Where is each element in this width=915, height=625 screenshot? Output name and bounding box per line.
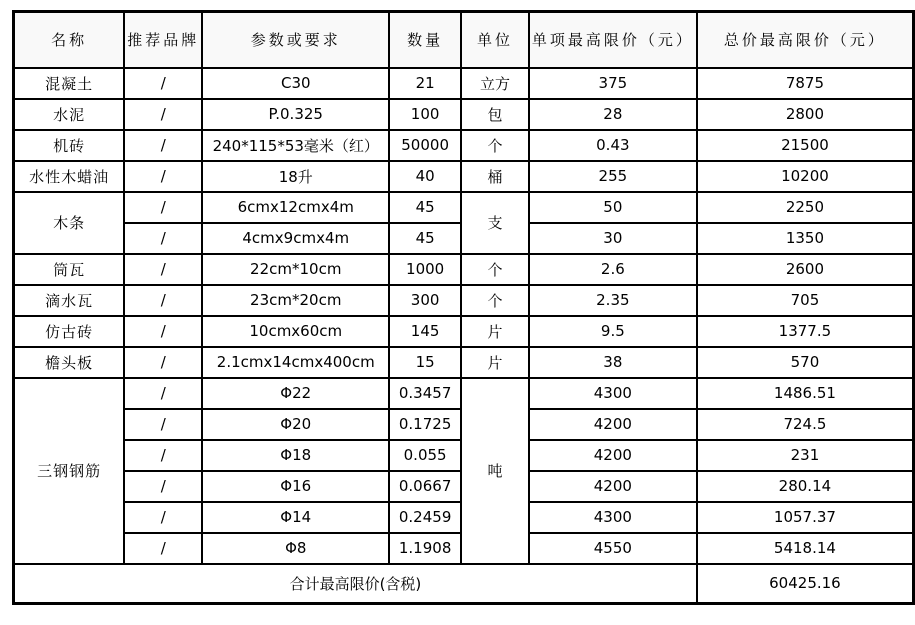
spec-cell: 240*115*53毫米（红） bbox=[202, 130, 389, 161]
qty-cell: 45 bbox=[389, 192, 461, 223]
total-price-cell: 724.5 bbox=[697, 409, 914, 440]
brand-cell: / bbox=[124, 533, 202, 564]
table-row bbox=[14, 192, 914, 223]
total-price-cell: 60425.16 bbox=[697, 564, 914, 604]
qty-cell: 45 bbox=[389, 223, 461, 254]
unit-price-cell: 4200 bbox=[529, 440, 697, 471]
unit-cell: 吨 bbox=[461, 378, 529, 564]
total-price-cell: 7875 bbox=[697, 68, 914, 99]
qty-cell: 1.1908 bbox=[389, 533, 461, 564]
unit-cell: 包 bbox=[461, 99, 529, 130]
header-unit-price: 单项最高限价（元） bbox=[529, 12, 697, 68]
unit-price-cell: 50 bbox=[529, 192, 697, 223]
header-unit: 单位 bbox=[461, 12, 529, 68]
total-label-cell: 合计最高限价(含税) bbox=[14, 564, 697, 604]
name-cell: 混凝土 bbox=[14, 68, 125, 99]
name-cell: 筒瓦 bbox=[14, 254, 125, 285]
total-price-cell: 280.14 bbox=[697, 471, 914, 502]
table-header bbox=[14, 12, 914, 68]
name-cell: 水性木蜡油 bbox=[14, 161, 125, 192]
header-spec: 参数或要求 bbox=[202, 12, 389, 68]
spec-cell: Φ16 bbox=[202, 471, 389, 502]
unit-price-cell: 255 bbox=[529, 161, 697, 192]
unit-cell: 个 bbox=[461, 285, 529, 316]
qty-cell: 40 bbox=[389, 161, 461, 192]
qty-cell: 0.1725 bbox=[389, 409, 461, 440]
header-name: 名称 bbox=[14, 12, 125, 68]
spec-cell: C30 bbox=[202, 68, 389, 99]
spec-cell: 18升 bbox=[202, 161, 389, 192]
spec-cell: Φ14 bbox=[202, 502, 389, 533]
header-brand: 推荐品牌 bbox=[124, 12, 202, 68]
brand-cell: / bbox=[124, 130, 202, 161]
total-price-cell: 231 bbox=[697, 440, 914, 471]
header-row bbox=[14, 12, 914, 68]
header-qty: 数量 bbox=[389, 12, 461, 68]
spec-cell: Φ8 bbox=[202, 533, 389, 564]
unit-cell: 片 bbox=[461, 347, 529, 378]
brand-cell: / bbox=[124, 192, 202, 223]
total-price-cell: 10200 bbox=[697, 161, 914, 192]
total-price-cell: 2600 bbox=[697, 254, 914, 285]
brand-cell: / bbox=[124, 68, 202, 99]
total-price-cell: 1377.5 bbox=[697, 316, 914, 347]
unit-price-cell: 4200 bbox=[529, 471, 697, 502]
brand-cell: / bbox=[124, 161, 202, 192]
price-limit-table bbox=[12, 10, 915, 605]
unit-price-cell: 2.35 bbox=[529, 285, 697, 316]
total-price-cell: 2800 bbox=[697, 99, 914, 130]
table-row bbox=[14, 378, 914, 409]
qty-cell: 1000 bbox=[389, 254, 461, 285]
unit-price-cell: 4300 bbox=[529, 378, 697, 409]
table-row bbox=[14, 68, 914, 99]
spec-cell: Φ18 bbox=[202, 440, 389, 471]
qty-cell: 21 bbox=[389, 68, 461, 99]
total-price-cell: 1057.37 bbox=[697, 502, 914, 533]
unit-price-cell: 4550 bbox=[529, 533, 697, 564]
brand-cell: / bbox=[124, 347, 202, 378]
brand-cell: / bbox=[124, 440, 202, 471]
table-row bbox=[14, 285, 914, 316]
brand-cell: / bbox=[124, 285, 202, 316]
name-cell: 檐头板 bbox=[14, 347, 125, 378]
brand-cell: / bbox=[124, 409, 202, 440]
spec-cell: P.0.325 bbox=[202, 99, 389, 130]
total-price-cell: 570 bbox=[697, 347, 914, 378]
qty-cell: 0.3457 bbox=[389, 378, 461, 409]
brand-cell: / bbox=[124, 223, 202, 254]
brand-cell: / bbox=[124, 471, 202, 502]
table-row bbox=[14, 161, 914, 192]
qty-cell: 300 bbox=[389, 285, 461, 316]
table-row bbox=[14, 99, 914, 130]
qty-cell: 145 bbox=[389, 316, 461, 347]
spec-cell: 22cm*10cm bbox=[202, 254, 389, 285]
name-cell: 仿古砖 bbox=[14, 316, 125, 347]
header-total-price: 总价最高限价（元） bbox=[697, 12, 914, 68]
unit-cell: 立方 bbox=[461, 68, 529, 99]
table-row bbox=[14, 316, 914, 347]
spec-cell: 6cmx12cmx4m bbox=[202, 192, 389, 223]
total-price-cell: 5418.14 bbox=[697, 533, 914, 564]
table-row bbox=[14, 130, 914, 161]
total-price-cell: 705 bbox=[697, 285, 914, 316]
qty-cell: 0.2459 bbox=[389, 502, 461, 533]
spec-cell: 10cmx60cm bbox=[202, 316, 389, 347]
unit-cell: 个 bbox=[461, 130, 529, 161]
unit-cell: 片 bbox=[461, 316, 529, 347]
unit-price-cell: 38 bbox=[529, 347, 697, 378]
unit-price-cell: 28 bbox=[529, 99, 697, 130]
total-price-cell: 2250 bbox=[697, 192, 914, 223]
total-price-cell: 1486.51 bbox=[697, 378, 914, 409]
total-price-cell: 21500 bbox=[697, 130, 914, 161]
spec-cell: Φ20 bbox=[202, 409, 389, 440]
qty-cell: 0.055 bbox=[389, 440, 461, 471]
unit-price-cell: 2.6 bbox=[529, 254, 697, 285]
brand-cell: / bbox=[124, 99, 202, 130]
total-row bbox=[14, 564, 914, 604]
total-price-cell: 1350 bbox=[697, 223, 914, 254]
spec-cell: 23cm*20cm bbox=[202, 285, 389, 316]
spec-cell: Φ22 bbox=[202, 378, 389, 409]
unit-price-cell: 0.43 bbox=[529, 130, 697, 161]
unit-price-cell: 375 bbox=[529, 68, 697, 99]
name-cell: 机砖 bbox=[14, 130, 125, 161]
table-body bbox=[14, 68, 914, 604]
name-cell: 滴水瓦 bbox=[14, 285, 125, 316]
brand-cell: / bbox=[124, 378, 202, 409]
brand-cell: / bbox=[124, 316, 202, 347]
name-cell: 木条 bbox=[14, 192, 125, 254]
unit-price-cell: 4200 bbox=[529, 409, 697, 440]
qty-cell: 50000 bbox=[389, 130, 461, 161]
qty-cell: 0.0667 bbox=[389, 471, 461, 502]
table-row bbox=[14, 347, 914, 378]
name-cell: 水泥 bbox=[14, 99, 125, 130]
brand-cell: / bbox=[124, 254, 202, 285]
spec-cell: 2.1cmx14cmx400cm bbox=[202, 347, 389, 378]
qty-cell: 100 bbox=[389, 99, 461, 130]
brand-cell: / bbox=[124, 502, 202, 533]
table-row bbox=[14, 254, 914, 285]
unit-price-cell: 4300 bbox=[529, 502, 697, 533]
unit-price-cell: 30 bbox=[529, 223, 697, 254]
unit-cell: 个 bbox=[461, 254, 529, 285]
unit-cell: 支 bbox=[461, 192, 529, 254]
unit-price-cell: 9.5 bbox=[529, 316, 697, 347]
spec-cell: 4cmx9cmx4m bbox=[202, 223, 389, 254]
qty-cell: 15 bbox=[389, 347, 461, 378]
name-cell: 三钢钢筋 bbox=[14, 378, 125, 564]
unit-cell: 桶 bbox=[461, 161, 529, 192]
